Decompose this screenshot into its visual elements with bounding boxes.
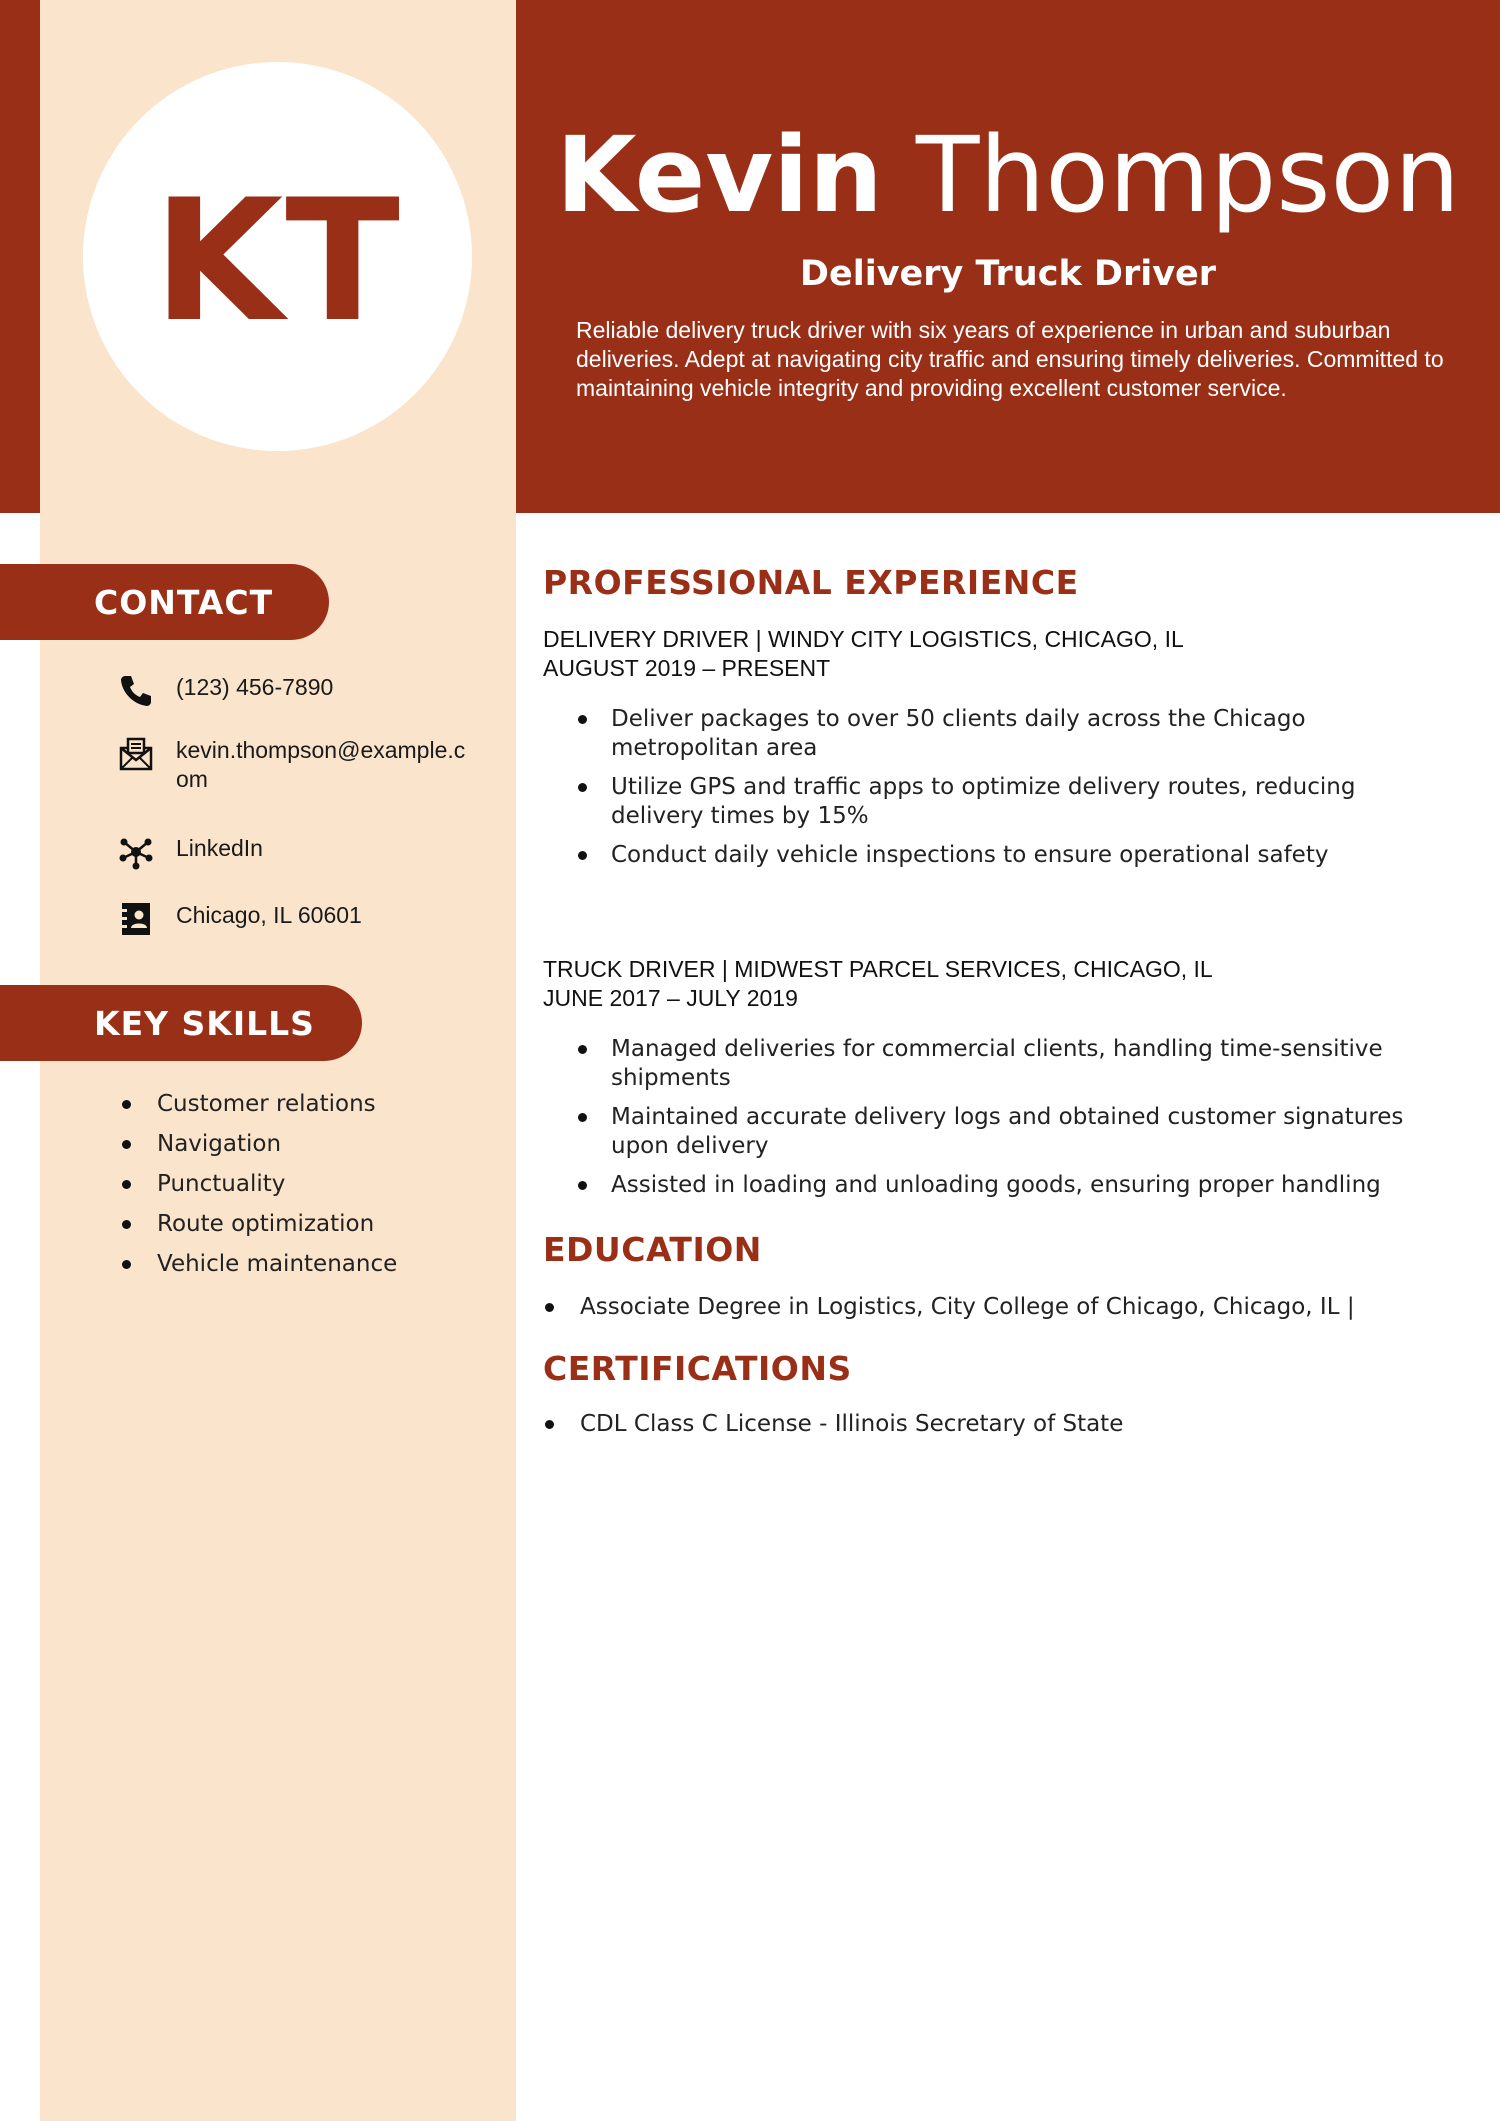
candidate-name xyxy=(516,114,1500,236)
job-header xyxy=(543,625,1184,683)
job-bullet: Conduct daily vehicle inspections to ensure operational safety xyxy=(578,841,1438,870)
phone-number[interactable]: (123) 456-7890 xyxy=(176,674,334,700)
network-icon xyxy=(118,834,154,870)
last-name: Thompson xyxy=(915,114,1460,236)
job-header xyxy=(543,955,1213,1013)
location: Chicago, IL 60601 xyxy=(176,902,362,928)
skills-heading: KEY SKILLS xyxy=(0,985,362,1061)
job-role: DELIVERY DRIVER | WINDY CITY LOGISTICS, CHICAGO, IL xyxy=(543,626,1184,652)
education-list xyxy=(545,1293,1445,1322)
education-item: Associate Degree in Logistics, City College of Chicago, Chicago, IL | xyxy=(545,1293,1445,1322)
contact-phone xyxy=(118,673,476,709)
first-name: Kevin xyxy=(556,114,883,236)
email-address[interactable]: kevin.thompson@example.com xyxy=(176,737,466,792)
job-bullet: Deliver packages to over 50 clients daily across the Chicago metropolitan area xyxy=(578,705,1438,763)
education-heading: EDUCATION xyxy=(543,1230,762,1269)
job-dates: JUNE 2017 – JULY 2019 xyxy=(543,985,798,1011)
contact-email xyxy=(118,736,476,794)
job-bullet: Managed deliveries for commercial clients, handling time-sensitive shipments xyxy=(578,1035,1438,1093)
summary: Reliable delivery truck driver with six years of experience in urban and suburban deliveries. Adept at navigating city traffic and ensuring timely deliveries. Committed to maintaining vehicle integrity and providing excellent customer service. xyxy=(576,317,1444,401)
envelope-icon xyxy=(118,736,154,772)
monogram: KT xyxy=(153,162,402,359)
job-title: Delivery Truck Driver xyxy=(799,254,1217,294)
linkedin-link[interactable]: LinkedIn xyxy=(176,835,263,861)
skill-item: Punctuality xyxy=(120,1170,397,1210)
phone-icon xyxy=(118,673,154,709)
skills-list xyxy=(120,1090,397,1290)
accent-strip xyxy=(0,0,40,513)
experience-heading: PROFESSIONAL EXPERIENCE xyxy=(543,563,1079,602)
job-bullet: Utilize GPS and traffic apps to optimize delivery routes, reducing delivery times by 15% xyxy=(578,773,1438,831)
job-bullets xyxy=(578,1035,1438,1210)
skill-item: Navigation xyxy=(120,1130,397,1170)
certifications-list xyxy=(545,1410,1445,1439)
contact-heading: CONTACT xyxy=(0,564,329,640)
address-book-icon xyxy=(118,901,154,937)
skill-item: Vehicle maintenance xyxy=(120,1250,397,1290)
monogram-badge xyxy=(83,62,472,451)
certifications-heading: CERTIFICATIONS xyxy=(543,1349,852,1388)
skill-item: Customer relations xyxy=(120,1090,397,1130)
job-bullet: Assisted in loading and unloading goods, ensuring proper handling xyxy=(578,1171,1438,1200)
contact-location xyxy=(118,901,476,937)
job-bullets xyxy=(578,705,1438,880)
certification-item: CDL Class C License - Illinois Secretary of State xyxy=(545,1410,1445,1439)
job-role: TRUCK DRIVER | MIDWEST PARCEL SERVICES, CHICAGO, IL xyxy=(543,956,1213,982)
contact-linkedin xyxy=(118,834,476,870)
skill-item: Route optimization xyxy=(120,1210,397,1250)
job-bullet: Maintained accurate delivery logs and obtained customer signatures upon delivery xyxy=(578,1103,1438,1161)
job-dates: AUGUST 2019 – PRESENT xyxy=(543,655,831,681)
